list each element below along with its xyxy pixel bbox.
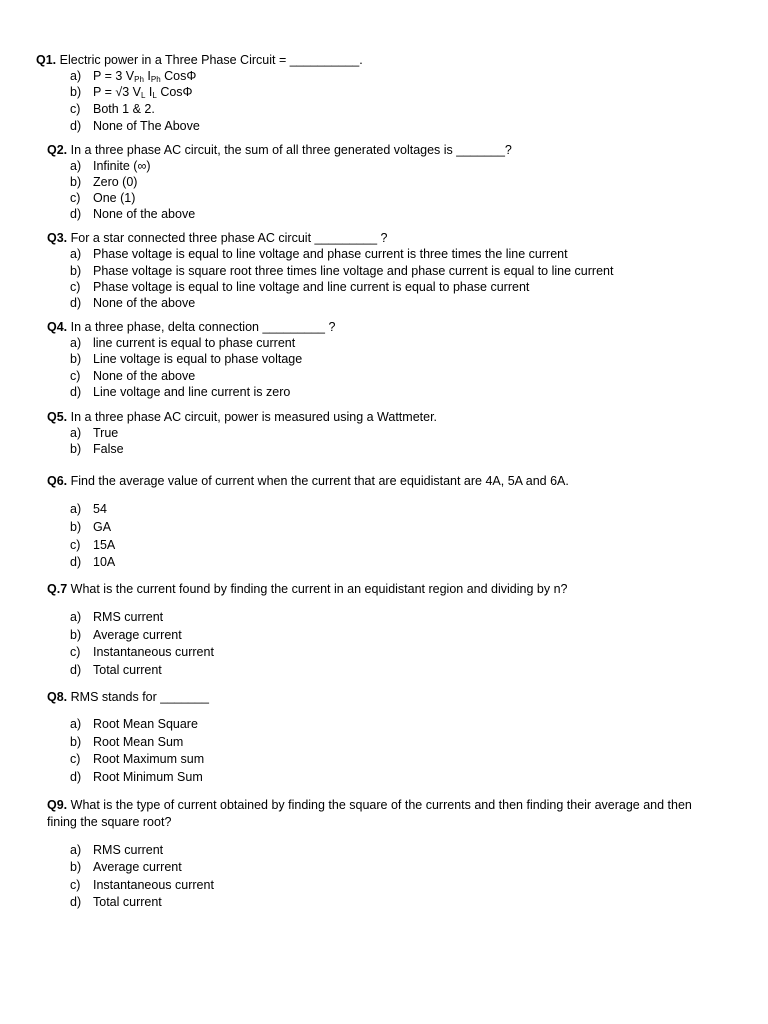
option-letter: c) [70,752,81,766]
option-letter: c) [70,878,81,892]
option-letter: b) [70,175,82,189]
option-text: Average current [93,860,182,874]
option-letter: c) [70,191,81,205]
question-text: Electric power in a Three Phase Circuit = __________. [59,53,363,67]
question-8 [47,689,209,705]
option-letter: d) [70,296,82,310]
option-text: Root Mean Square [93,717,198,731]
option-text: None of the above [93,296,196,310]
option-text: RMS current [93,843,164,857]
question-7 [47,581,567,597]
option-text: None of the above [93,207,196,221]
question-number: Q5. [47,410,68,424]
option-text: RMS current [93,610,164,624]
option-letter: b) [70,352,82,366]
option-text: P = 3 $V_{Ph}$ $I_{Ph}$ CosΦ [93,69,197,84]
question-text: In a three phase AC circuit, power is measured using a Wattmeter. [70,410,438,424]
question-4 [47,319,335,335]
question-text: For a star connected three phase AC circuit _________ ? [70,231,388,245]
option-letter: d) [70,119,82,133]
question-number: Q1. [36,53,57,67]
option-text: False [93,442,124,456]
option-text: P = √3 $V_L$ $I_L$ CosΦ [93,85,193,100]
question-text: In a three phase, delta connection _________ ? [70,320,336,334]
question-number: Q6. [47,474,68,488]
question-text: What is the current found by finding the current in an equidistant region and dividing by n? [70,582,568,596]
option-text: 54 [93,502,107,516]
option-text: True [93,426,119,440]
option-letter: c) [70,369,81,383]
question-number: Q3. [47,231,68,245]
option-letter: c) [70,102,81,116]
option-letter: a) [70,336,82,350]
option-text: Phase voltage is equal to line voltage and line current is equal to phase current [93,280,530,294]
option-text: Infinite (∞) [93,159,151,173]
option-letter: a) [70,247,82,261]
option-text: Total current [93,663,162,677]
option-letter: d) [70,385,82,399]
option-text: Both 1 & 2. [93,102,155,116]
option-text: Root Maximum sum [93,752,205,766]
question-6 [47,473,569,489]
option-text: Total current [93,895,162,909]
option-text: Line voltage is equal to phase voltage [93,352,303,366]
option-text: Average current [93,628,182,642]
question-text: Find the average value of current when the current that are equidistant are 4A, 5A and 6A. [70,474,569,488]
option-text: line current is equal to phase current [93,336,296,350]
option-text: GA [93,520,112,534]
option-letter: a) [70,717,82,731]
question-number: Q4. [47,320,68,334]
option-text: Instantaneous current [93,645,214,659]
question-text: What is the type of current obtained by finding the square of the currents and then finding their average and then fining the square root? [47,798,692,829]
option-letter: a) [70,610,82,624]
option-letter: d) [70,555,82,569]
question-9 [47,797,707,831]
option-text: Zero (0) [93,175,138,189]
option-text: Root Mean Sum [93,735,184,749]
question-number: Q2. [47,143,68,157]
option-letter: c) [70,538,81,552]
option-text: None of The Above [93,119,200,133]
option-letter: b) [70,520,82,534]
option-letter: c) [70,280,81,294]
question-number: Q9. [47,798,68,812]
option-letter: b) [70,735,82,749]
question-number: Q8. [47,690,68,704]
question-text: In a three phase AC circuit, the sum of all three generated voltages is _______? [70,143,512,157]
option-letter: d) [70,207,82,221]
option-text: 10A [93,555,116,569]
option-letter: b) [70,628,82,642]
question-text: RMS stands for _______ [70,690,209,704]
option-text: Instantaneous current [93,878,214,892]
option-text: Root Minimum Sum [93,770,203,784]
option-letter: a) [70,69,82,83]
option-text: Phase voltage is square root three times line voltage and phase current is equal to line current [93,264,614,278]
question-1 [36,52,363,68]
option-letter: a) [70,426,82,440]
option-letter: a) [70,502,82,516]
option-letter: a) [70,159,82,173]
option-letter: b) [70,442,82,456]
option-text: 15A [93,538,116,552]
option-letter: a) [70,843,82,857]
option-letter: c) [70,645,81,659]
option-letter: d) [70,663,82,677]
option-letter: d) [70,770,82,784]
question-number: Q.7 [47,582,68,596]
option-letter: b) [70,860,82,874]
question-3 [47,230,388,246]
option-text: None of the above [93,369,196,383]
option-text: Phase voltage is equal to line voltage and phase current is three times the line current [93,247,568,261]
option-letter: d) [70,895,82,909]
option-text: Line voltage and line current is zero [93,385,291,399]
option-letter: b) [70,85,82,99]
question-2 [47,142,512,158]
question-5 [47,409,437,425]
option-text: One (1) [93,191,136,205]
option-letter: b) [70,264,82,278]
